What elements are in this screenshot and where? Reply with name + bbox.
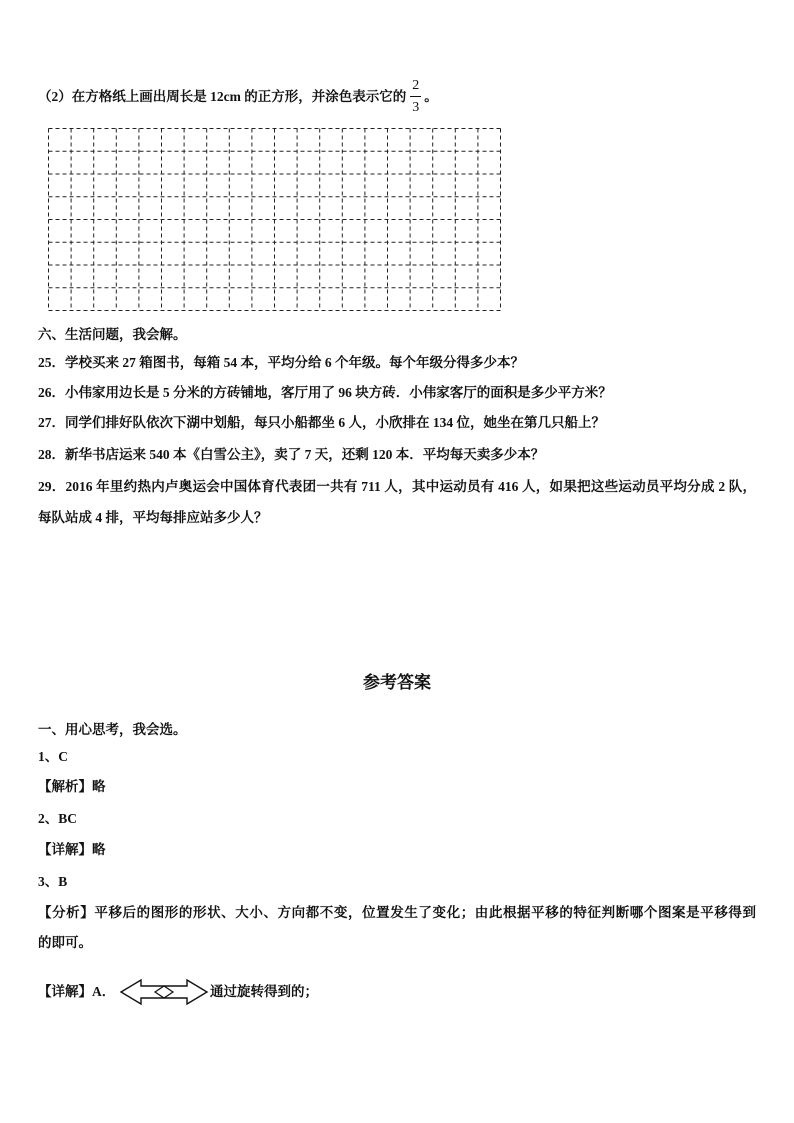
question-27: 27．同学们排好队依次下湖中划船，每只小船都坐 6 人，小欣排在 134 位，她坐在第几只船上？ bbox=[38, 415, 605, 430]
center-diamond bbox=[155, 986, 173, 998]
answer-3-detail-suffix: 通过旋转得到的； bbox=[210, 984, 318, 999]
grid-paper bbox=[47, 127, 503, 313]
fraction-two-thirds bbox=[410, 79, 421, 115]
question-25: 25．学校买来 27 箱图书，每箱 54 本，平均分给 6 个年级。每个年级分得多少本？ bbox=[38, 355, 524, 370]
fraction-denominator: 3 bbox=[412, 100, 420, 115]
question-29-line-2: 每队站成 4 排，平均每排应站多少人？ bbox=[38, 510, 268, 525]
answer-3-analysis-line-2: 的即可。 bbox=[38, 935, 92, 950]
question-2-text: （2）在方格纸上画出周长是 12cm 的正方形，并涂色表示它的 bbox=[38, 89, 407, 104]
answer-3: 3、B bbox=[38, 874, 68, 889]
answers-section-1-heading: 一、用心思考，我会选。 bbox=[38, 722, 187, 737]
answers-title: 参考答案 bbox=[363, 673, 431, 692]
fraction-bar bbox=[410, 96, 421, 97]
question-26: 26．小伟家用边长是 5 分米的方砖铺地，客厅用了 96 块方砖．小伟家客厅的面积是多少平方米？ bbox=[38, 385, 612, 400]
question-29-line-1: 29．2016 年里约热内卢奥运会中国体育代表团一共有 711 人，其中运动员有 416 人，如果把这些运动员平均分成 2 队， bbox=[38, 479, 756, 494]
section-6-heading: 六、生活问题，我会解。 bbox=[38, 327, 187, 342]
answer-2-explanation: 【详解】略 bbox=[38, 842, 106, 857]
question-2-end: 。 bbox=[424, 89, 438, 104]
question-2-part bbox=[38, 78, 438, 115]
answer-3-analysis-line-1: 【分析】平移后的图形的形状、大小、方向都不变，位置发生了变化；由此根据平移的特征判断哪个图案是平移得到 bbox=[38, 905, 756, 920]
answer-2: 2、BC bbox=[38, 811, 78, 826]
answer-1: 1、C bbox=[38, 749, 68, 764]
fraction-numerator: 2 bbox=[412, 78, 420, 93]
answer-3-detail-prefix: 【详解】A． bbox=[38, 984, 116, 999]
double-arrow-icon bbox=[119, 978, 209, 1006]
double-arrow-outline bbox=[121, 980, 207, 1004]
question-28: 28．新华书店运来 540 本《白雪公主》，卖了 7 天，还剩 120 本．平均每天卖多少本？ bbox=[38, 447, 545, 462]
answer-1-explanation: 【解析】略 bbox=[38, 779, 106, 794]
